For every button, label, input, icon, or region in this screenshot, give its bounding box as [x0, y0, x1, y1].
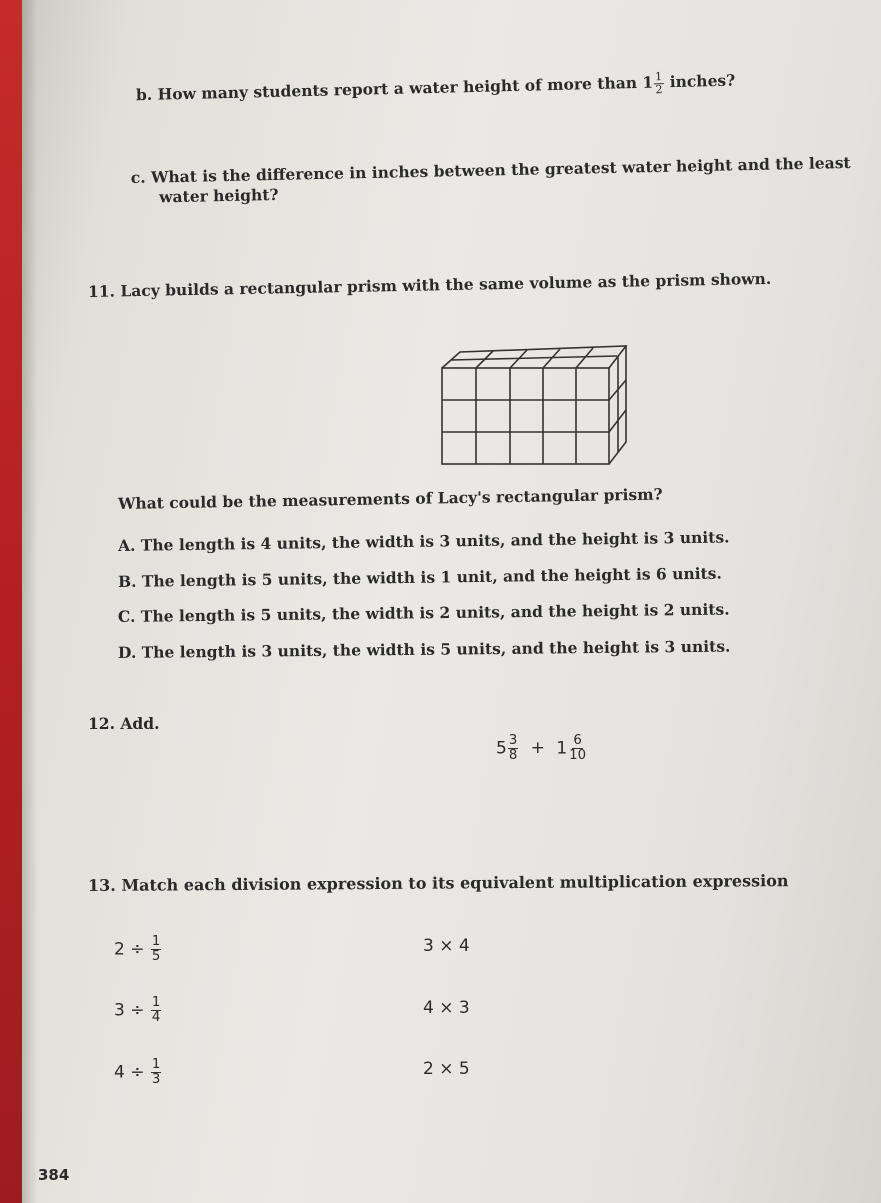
prism-diagram: [436, 342, 636, 472]
page-number: 384: [38, 1166, 70, 1184]
question-13-prompt: 13. Match each division expression to its equivalent multiplication expression: [87, 871, 789, 895]
question-12-label: 12. Add.: [88, 714, 160, 733]
page-shadow: [22, 0, 38, 1203]
option-a: A. The length is 4 units, the width is 3 units, and the height is 3 units.: [117, 527, 730, 555]
multiplication-expression-2: 4 × 3: [423, 998, 470, 1018]
question-10c: c. What is the difference in inches between the greatest water height and the least water height?: [130, 152, 851, 207]
option-c: C. The length is 5 units, the width is 2 units, and the height is 2 units.: [117, 599, 730, 626]
fraction-one-half: $\frac{1}{2}$: [654, 70, 663, 97]
prism-front-face: [442, 368, 609, 464]
division-expression-3: 4 ÷ $\frac{1}{3}$: [114, 1057, 161, 1087]
question-11-ask: What could be the measurements of Lacy's rectangular prism?: [117, 484, 663, 513]
binder-edge: [0, 0, 22, 1203]
option-b: B. The length is 5 units, the width is 1 unit, and the height is 6 units.: [117, 563, 722, 591]
question-11-prompt: 11. Lacy builds a rectangular prism with the same volume as the prism shown.: [87, 268, 772, 301]
question-10b: b. How many students report a water height of more than 1 $\frac{1}{2}$ inches?: [135, 70, 736, 105]
option-d: D. The length is 3 units, the width is 5 units, and the height is 3 units.: [117, 636, 731, 662]
addition-expression: 5 $\frac{3}{8}$ + 1 $\frac{6}{10}$: [496, 733, 587, 763]
multiplication-expression-3: 2 × 5: [423, 1059, 470, 1079]
division-expression-2: 3 ÷ $\frac{1}{4}$: [114, 995, 161, 1025]
division-expression-1: 2 ÷ $\frac{1}{5}$: [114, 934, 161, 964]
multiplication-expression-1: 3 × 4: [423, 936, 470, 956]
